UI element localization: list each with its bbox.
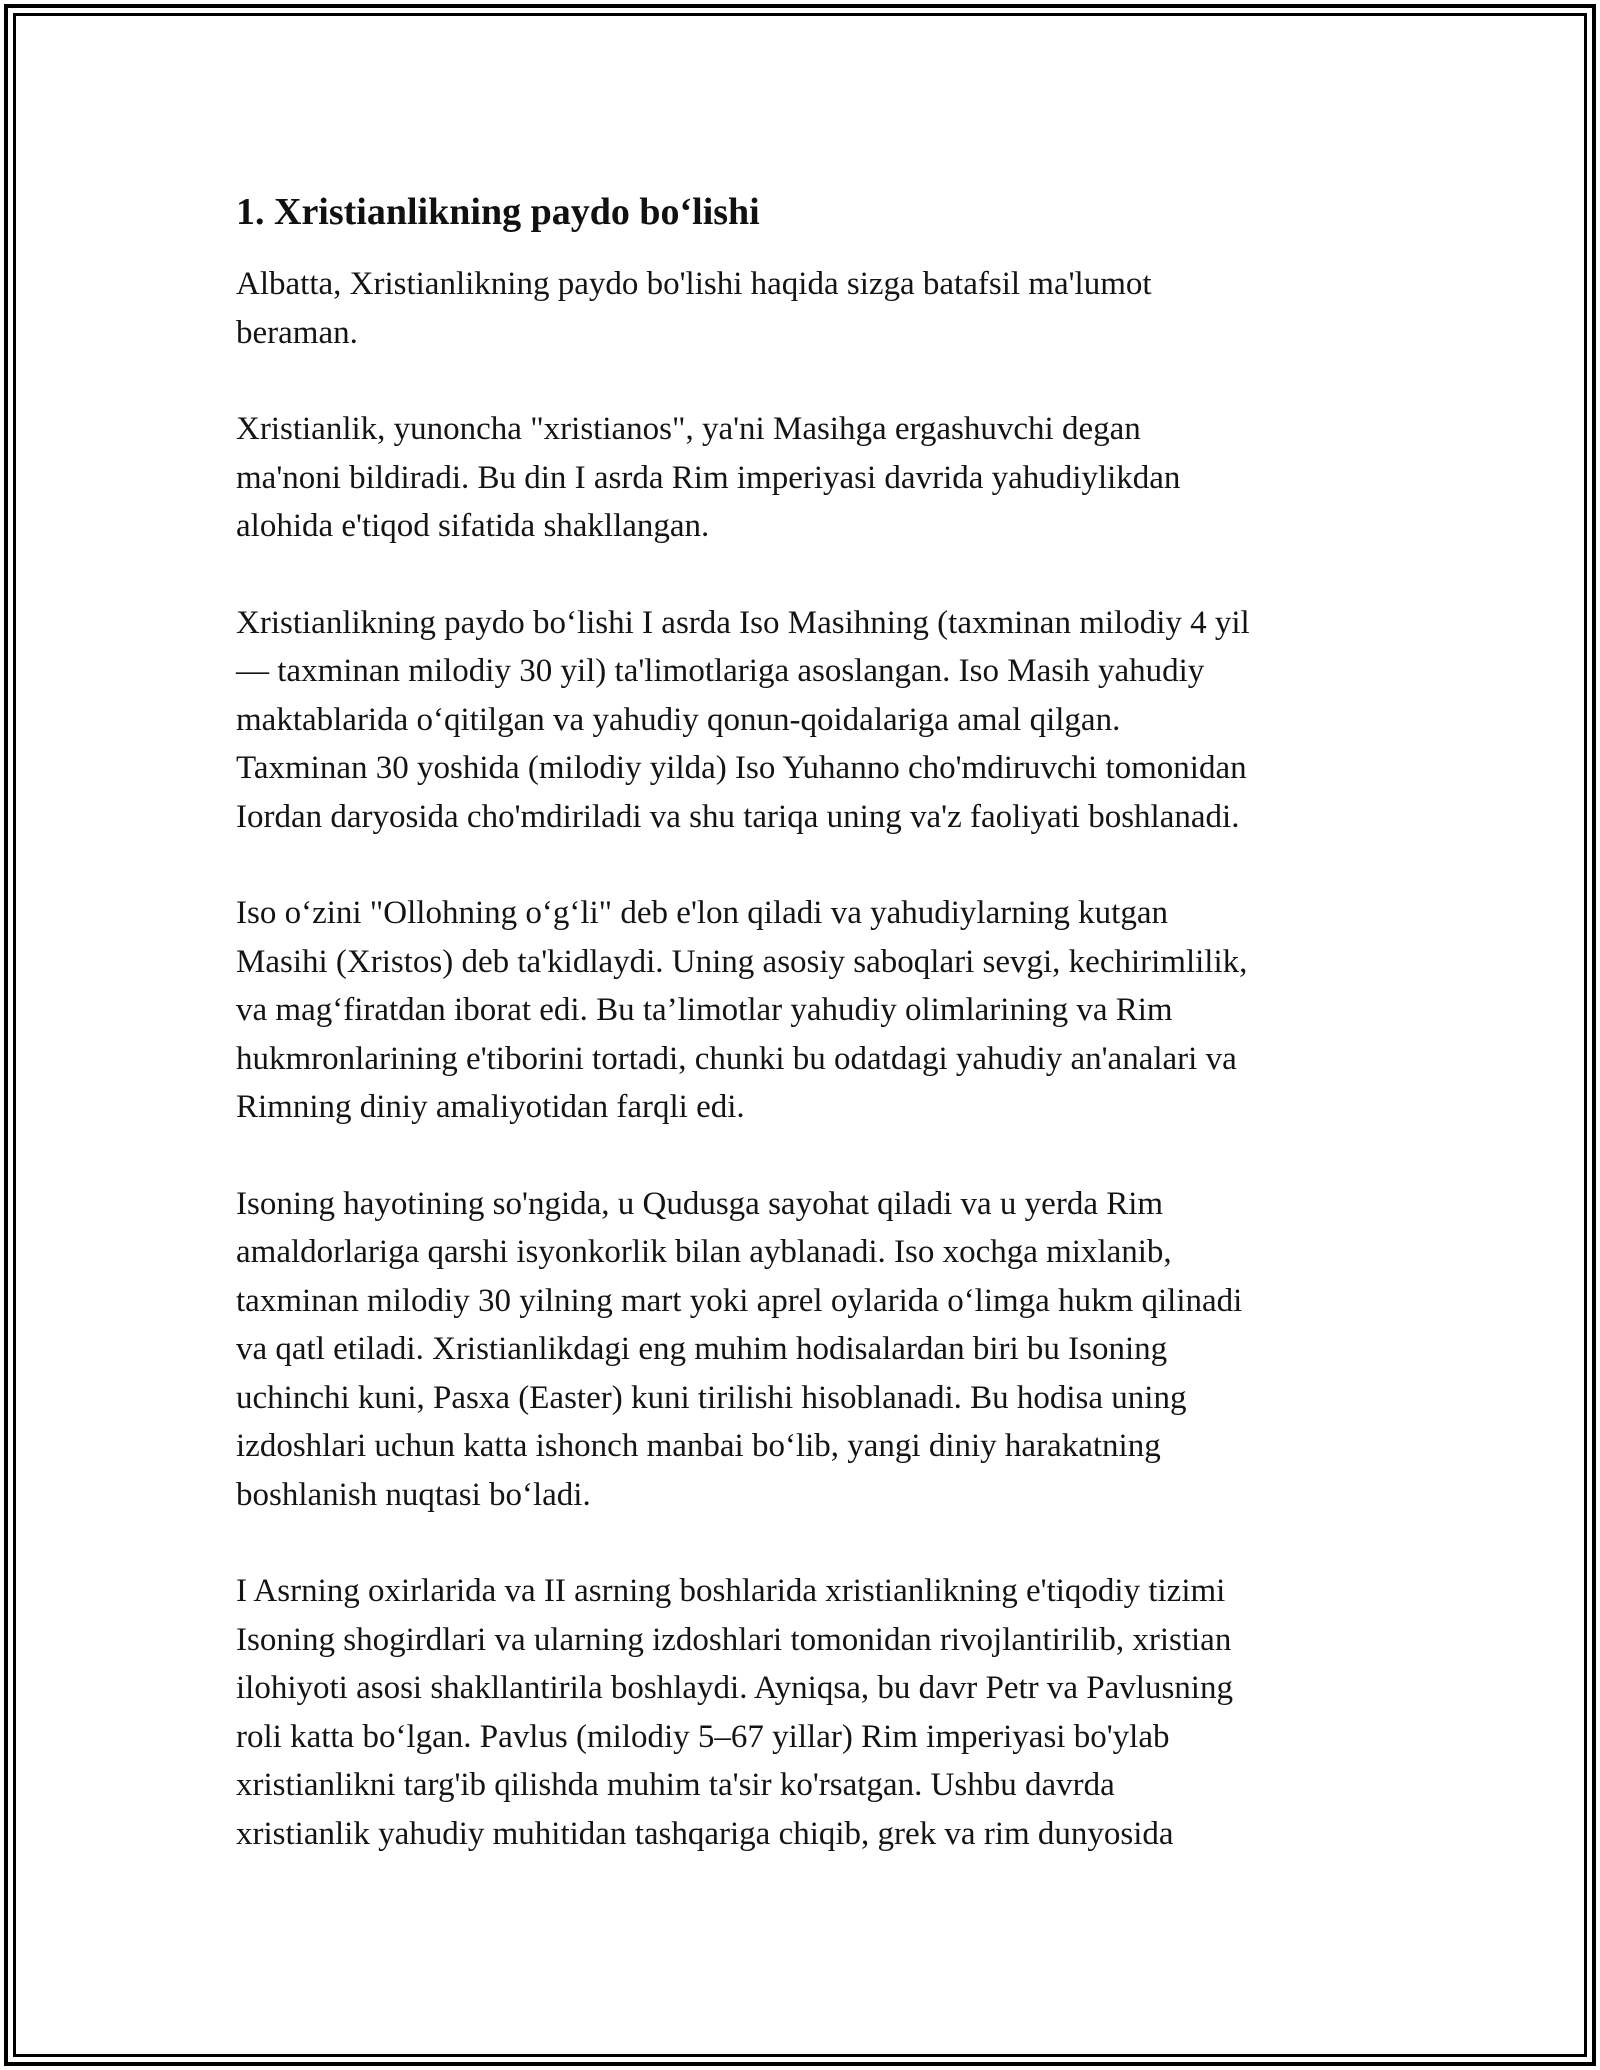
- text-line: Xristianlikning paydo bo‘lishi I asrda Iso Masihning (taxminan milodiy 4 yil: [236, 604, 1250, 641]
- text-line: I Asrning oxirlarida va II asrning boshlarida xristianlikning e'tiqodiy tizimi: [236, 1573, 1226, 1609]
- text-line: Taxminan 30 yoshida (milodiy yilda) Iso Yuhanno cho'mdiruvchi tomonidan: [236, 750, 1247, 786]
- text-line: izdoshlari uchun katta ishonch manbai bo‘lib, yangi diniy harakatning: [236, 1428, 1161, 1464]
- text-line: — taxminan milodiy 30 yil) ta'limotlariga asoslangan. Iso Masih yahudiy: [236, 653, 1205, 689]
- text-line: Rimning diniy amaliyotidan farqli edi.: [236, 1089, 745, 1125]
- text-line: taxminan milodiy 30 yilning mart yoki aprel oylarida o‘limga hukm qilinadi: [236, 1282, 1243, 1319]
- document-body: [236, 186, 1396, 1906]
- text-line: Masihi (Xristos) deb ta'kidlaydi. Uning asosiy saboqlari sevgi, kechirimlilik,: [236, 943, 1248, 980]
- paragraph-intro: [236, 260, 1396, 357]
- text-line: maktablarida o‘qitilgan va yahudiy qonun-qoidalariga amal qilgan.: [236, 701, 1121, 738]
- text-line: roli katta bo‘lgan. Pavlus (milodiy 5–67 yillar) Rim imperiyasi bo'ylab: [236, 1718, 1170, 1755]
- paragraph-etymology: [236, 405, 1396, 551]
- text-line: ilohiyoti asosi shakllantirila boshlaydi. Ayniqsa, bu davr Petr va Pavlusning: [236, 1670, 1233, 1706]
- text-line: Iso o‘zini "Ollohning o‘g‘li" deb e'lon qiladi va yahudiylarning kutgan: [236, 895, 1168, 931]
- text-line: Iordan daryosida cho'mdiriladi va shu tariqa uning va'z faoliyati boshlanadi.: [236, 798, 1240, 835]
- text-line: Isoning hayotining so'ngida, u Qudusga sayohat qiladi va u yerda Rim: [236, 1185, 1164, 1222]
- text-line: xristianlikni targ'ib qilishda muhim ta'sir ko'rsatgan. Ushbu davrda: [236, 1767, 1115, 1803]
- paragraph-crucifixion: [236, 1180, 1396, 1520]
- paragraph-early-church: [236, 1567, 1396, 1858]
- text-line: hukmronlarining e'tiborini tortadi, chunki bu odatdagi yahudiy an'analari va: [236, 1040, 1237, 1077]
- text-line: Xristianlik, yunoncha "xristianos", ya'ni Masihga ergashuvchi degan: [236, 411, 1141, 447]
- text-line: alohida e'tiqod sifatida shakllangan.: [236, 508, 710, 544]
- text-line: ma'noni bildiradi. Bu din I asrda Rim imperiyasi davrida yahudiylikdan: [236, 459, 1181, 496]
- section-heading: 1. Xristianlikning paydo bo‘lishi: [236, 191, 760, 233]
- text-line: boshlanish nuqtasi bo‘ladi.: [236, 1476, 591, 1513]
- paragraph-teachings: [236, 889, 1396, 1132]
- text-line: beraman.: [236, 314, 358, 351]
- text-line: va mag‘firatdan iborat edi. Bu ta’limotlar yahudiy olimlarining va Rim: [236, 992, 1173, 1028]
- text-line: xristianlik yahudiy muhitidan tashqariga chiqib, grek va rim dunyosida: [236, 1815, 1174, 1852]
- paragraph-origins: [236, 599, 1396, 842]
- text-line: uchinchi kuni, Pasxa (Easter) kuni tirilishi hisoblanadi. Bu hodisa uning: [236, 1379, 1187, 1416]
- text-line: amaldorlariga qarshi isyonkorlik bilan ayblanadi. Iso xochga mixlanib,: [236, 1234, 1172, 1270]
- text-line: Isoning shogirdlari va ularning izdoshlari tomonidan rivojlantirilib, xristian: [236, 1621, 1232, 1658]
- text-line: Albatta, Xristianlikning paydo bo'lishi haqida sizga batafsil ma'lumot: [236, 266, 1152, 302]
- text-line: va qatl etiladi. Xristianlikdagi eng muhim hodisalardan biri bu Isoning: [236, 1331, 1168, 1367]
